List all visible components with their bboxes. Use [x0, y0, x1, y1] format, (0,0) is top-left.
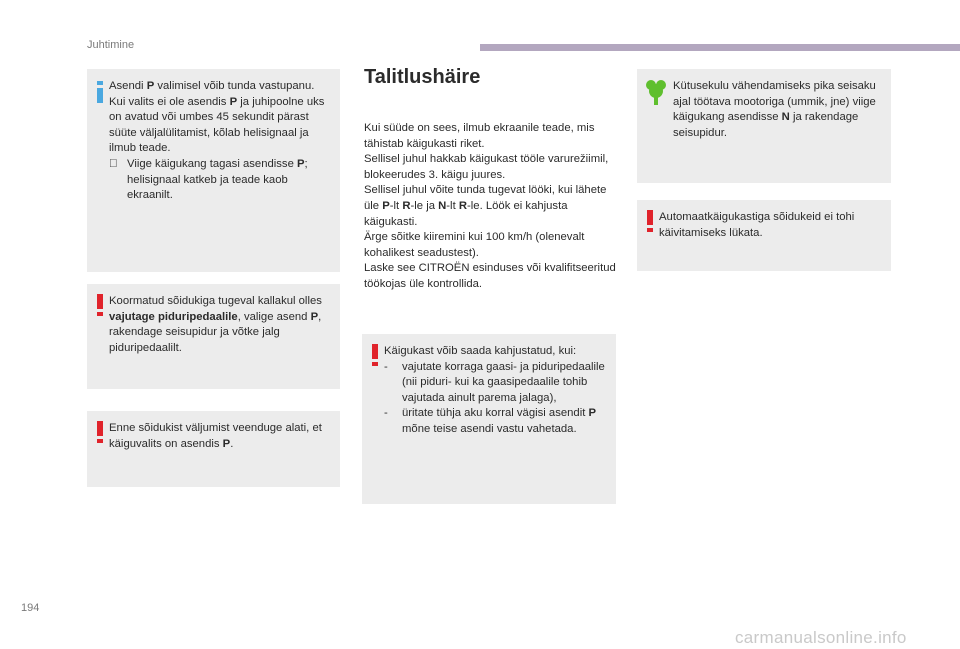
paragraph: Sellisel juhul hakkab käigukast tööle varurežiimil, blokeerudes 3. käigu juures. — [364, 153, 609, 181]
eco-text: ja rakendage seisupidur. — [673, 111, 859, 139]
info-text: valimisel võib tunda vastupanu. Kui valits ei ole asendis — [109, 80, 315, 108]
section-accent-bar — [480, 44, 960, 51]
warning-text-bold: P — [310, 310, 319, 323]
warning-icon — [646, 210, 654, 232]
text: -le. Löök ei kahjusta käigukasti. — [364, 199, 568, 228]
bullet-text: Viige käigukang tagasi asendisse — [127, 157, 297, 170]
info-text-bold: P — [229, 95, 238, 108]
warning-text: , rakendage seisupidur ja võtke jalg piduripedaalilt. — [109, 310, 322, 354]
list-item — [384, 406, 608, 437]
warning-text: Koormatud sõidukiga tugeval kallakul olles — [109, 295, 322, 307]
warning-box-push-start — [637, 200, 891, 271]
page-title: Talitlushäire — [364, 66, 481, 88]
watermark: carmanualsonline.info — [735, 628, 907, 647]
malfunction-description — [364, 121, 624, 293]
page-number: 194 — [21, 602, 40, 614]
paragraph: Kui süüde on sees, ilmub ekraanile teade, mis tähistab käigukasti riket. — [364, 122, 595, 150]
paragraph — [364, 183, 624, 230]
dash-marker: - — [384, 360, 388, 373]
warning-icon — [96, 421, 104, 443]
warning-text: , valige asend — [237, 310, 311, 323]
text: -le ja — [410, 199, 439, 212]
bullet-text-bold: P — [297, 157, 305, 170]
list-item-text: üritate tühja aku korral vägisi asendit — [402, 407, 589, 420]
warning-text-bold: vajutage piduripedaalile — [109, 310, 238, 323]
eco-box — [637, 69, 891, 183]
dash-marker: - — [384, 407, 388, 420]
eco-tree-icon — [645, 79, 667, 105]
warning-box-slope — [87, 284, 340, 389]
warning-icon — [96, 294, 104, 316]
info-icon — [96, 81, 104, 103]
section-label: Juhtimine — [87, 39, 135, 51]
warning-text: Käigukast võib saada kahjustatud, kui: — [384, 345, 577, 357]
list-item-text: mõne teise asendi vastu vahetada. — [402, 422, 577, 435]
text: Sellisel juhul võite tunda tugevat lööki, kui lähete üle — [364, 184, 607, 212]
text-bold: R — [458, 199, 468, 212]
text-bold: R — [402, 199, 411, 212]
list-item — [384, 360, 608, 407]
info-text-bold: P — [146, 80, 155, 92]
text: -lt — [389, 199, 403, 212]
paragraph: Laske see CITROËN esinduses või kvalifitseeritud töökojas üle kontrollida. — [364, 262, 616, 290]
text: -lt — [446, 199, 459, 212]
warning-text: Enne sõidukist väljumist veenduge alati, et käiguvalits on asendis — [109, 422, 322, 450]
info-text: ja juhipoolne uks on avatud või umbes 45 sekundit pärast süüte väljalülitamist, kõlab helisignaal ja ilmub teade. — [109, 95, 325, 155]
info-bullet — [109, 157, 332, 204]
eco-text: Kütusekulu vähendamiseks pika seisaku ajal töötava mootoriga (ummik, jne) viige käigukang asendisse — [673, 80, 876, 124]
warning-box-damage — [362, 334, 616, 504]
eco-text-bold: N — [781, 111, 790, 124]
pointer-icon — [109, 157, 127, 204]
warning-box-exit — [87, 411, 340, 487]
text-bold: P — [382, 199, 390, 212]
bullet-text: ; helisignaal katkeb ja teade kaob ekraanilt. — [127, 157, 308, 202]
paragraph: Ärge sõitke kiiremini kui 100 km/h (olenevalt kohalikest seadustest). — [364, 231, 585, 259]
warning-text: . — [230, 437, 234, 450]
warning-text: Automaatkäigukastiga sõidukeid ei tohi käivitamiseks lükata. — [659, 211, 855, 239]
info-text: Asendi — [109, 80, 147, 92]
warning-icon — [371, 344, 379, 366]
text-bold: N — [438, 199, 447, 212]
list-item-text: vajutate korraga gaasi- ja piduripedaalile (nii piduri- kui ka gaasipedaalile tohib vajutada ainult parema jalaga), — [402, 360, 605, 404]
list-item-text-bold: P — [588, 407, 597, 420]
info-box — [87, 69, 340, 272]
warning-text-bold: P — [222, 437, 231, 450]
